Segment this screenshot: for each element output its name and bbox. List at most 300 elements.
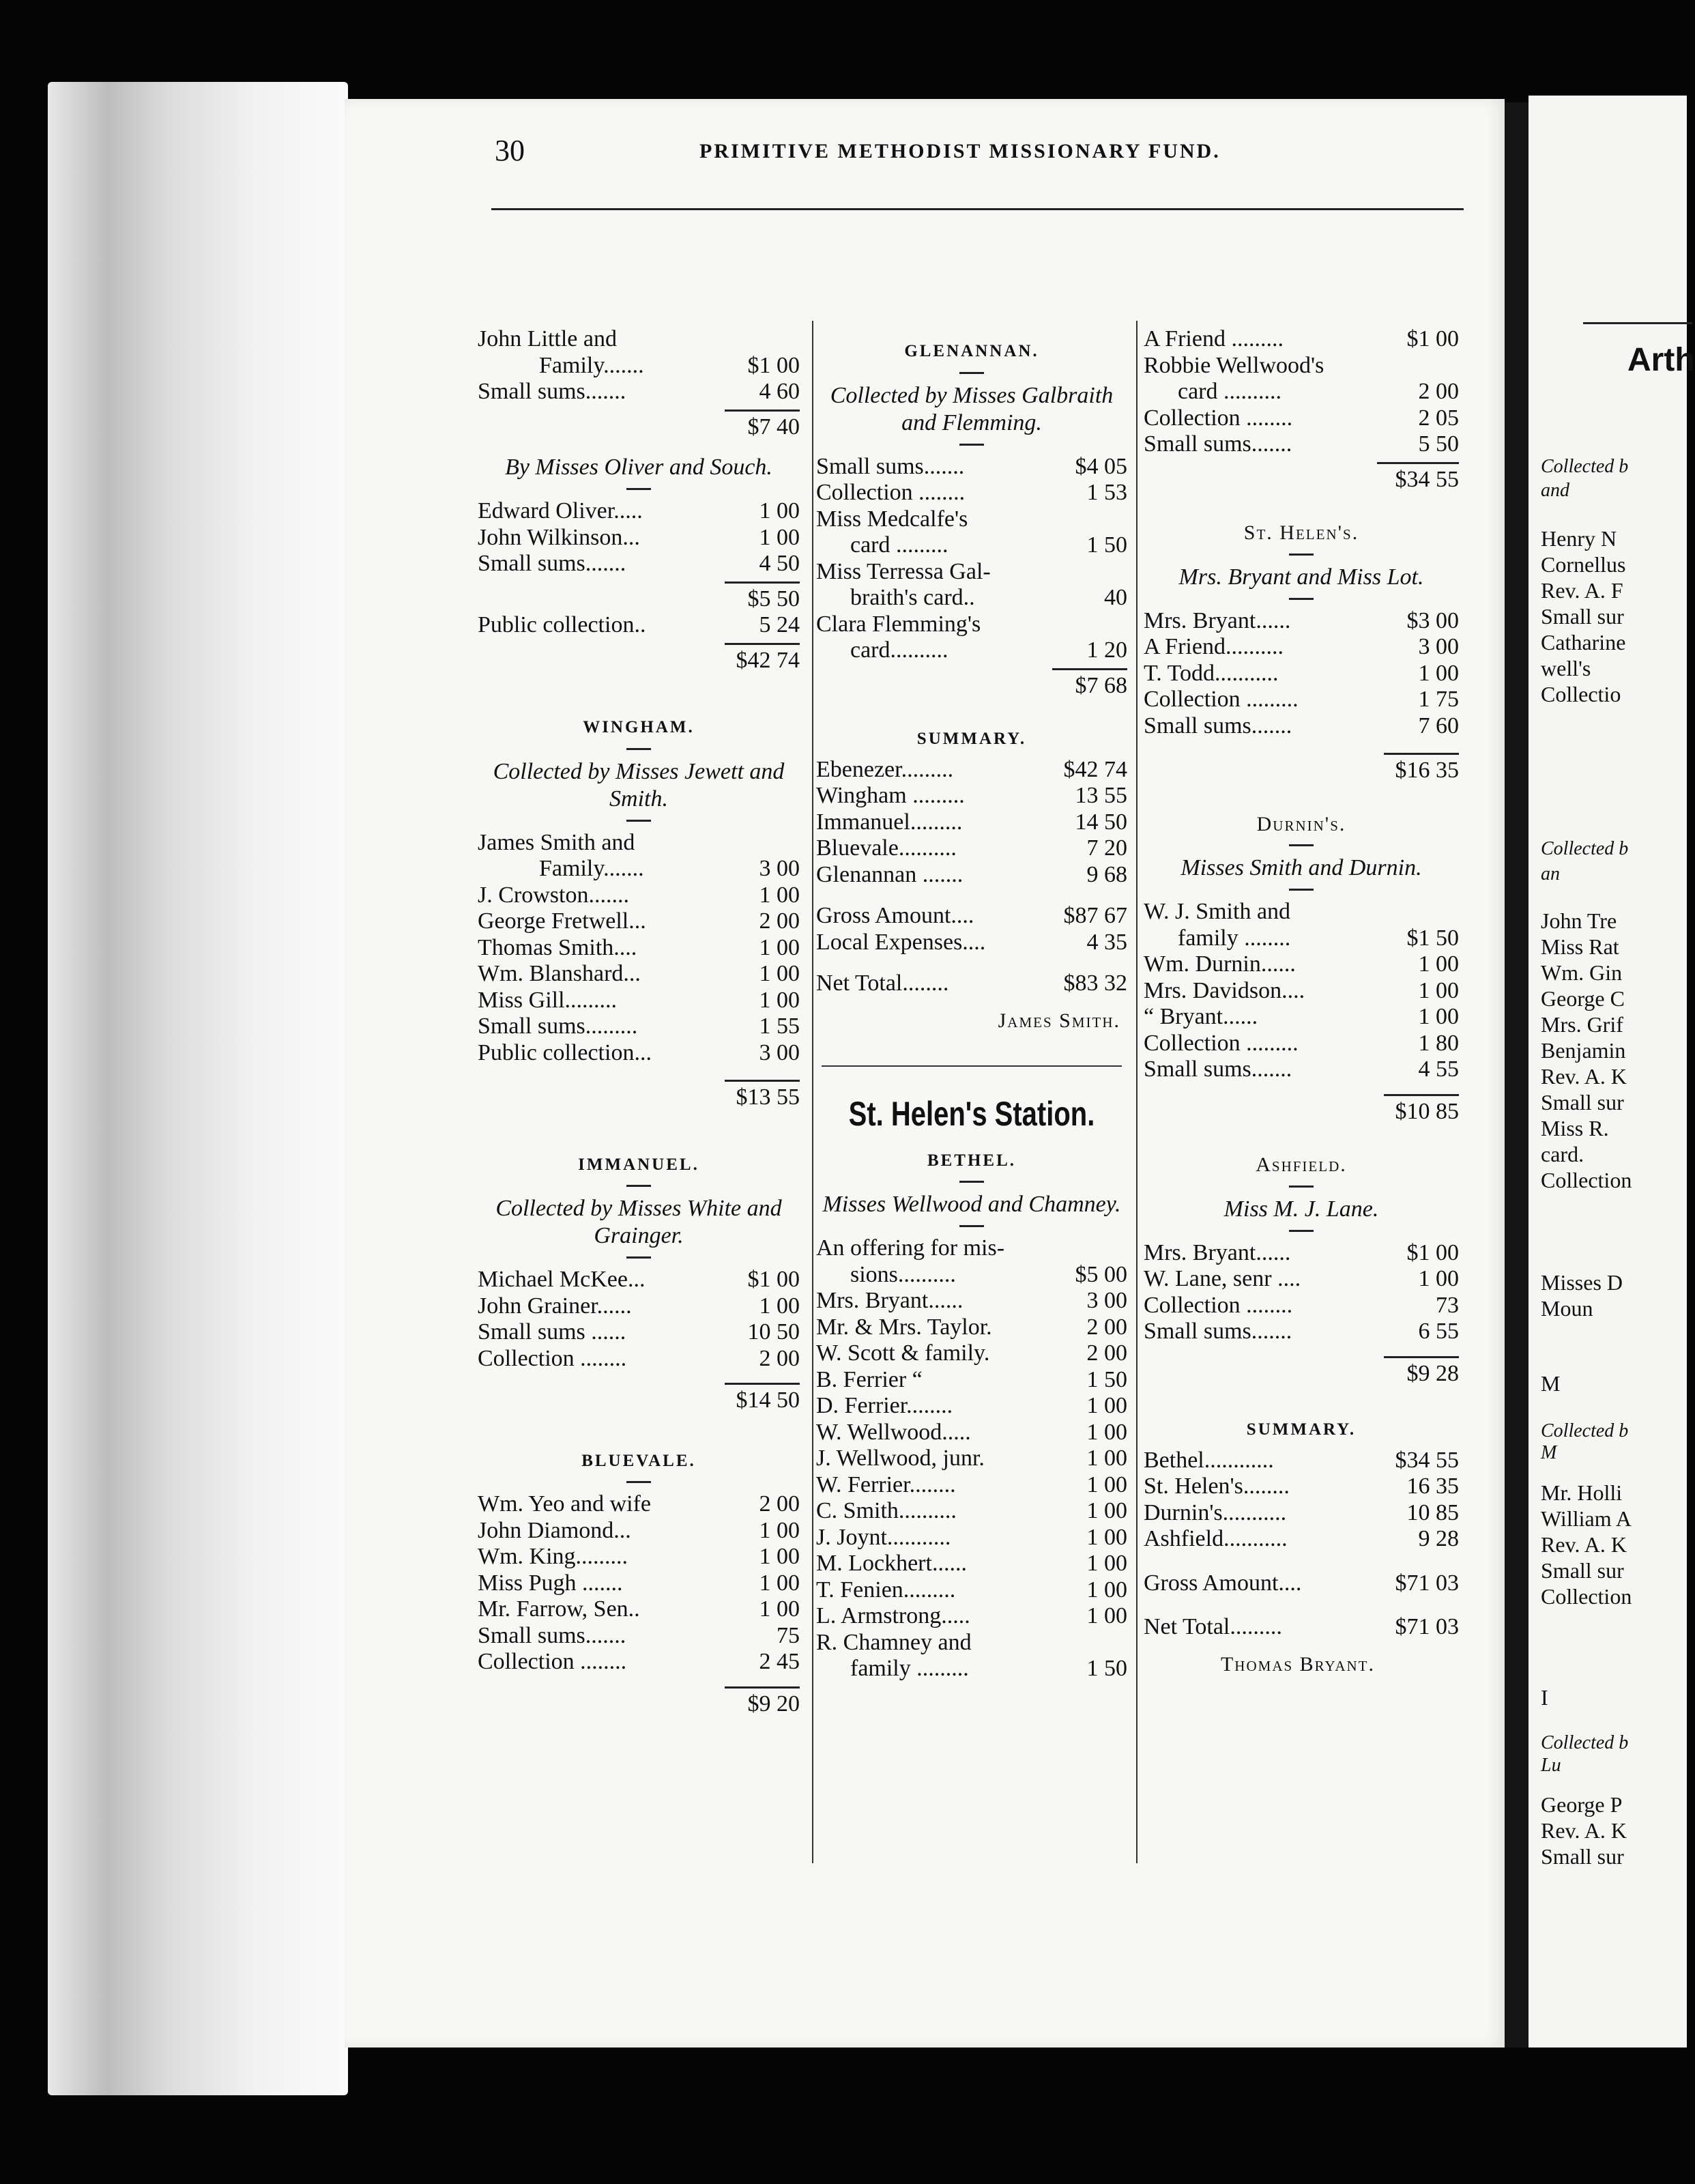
facing-page-line: well's — [1541, 656, 1591, 680]
entry-value: $71 03 — [1395, 1614, 1459, 1639]
facing-page-line: Rev. A. K — [1541, 1532, 1627, 1557]
entry-name: J. Wellwood, junr. — [816, 1446, 985, 1471]
ledger-row — [1144, 1448, 1459, 1474]
entry-value: 1 00 — [1086, 1603, 1127, 1628]
section-title-summary: SUMMARY. — [916, 730, 1027, 748]
ledger-row — [816, 559, 1127, 586]
net-total-row — [1144, 1614, 1459, 1641]
ledger-row — [816, 1314, 1127, 1341]
facing-page-line: Moun — [1541, 1296, 1593, 1321]
facing-page-line: Miss R. — [1541, 1116, 1609, 1140]
section-total-value: $9 28 — [1384, 1356, 1459, 1388]
entry-value: 2 00 — [1086, 1314, 1127, 1340]
ledger-row — [478, 1518, 800, 1544]
ledger-row — [1144, 1240, 1459, 1267]
entry-name: Small sums....... — [478, 379, 626, 404]
entry-name: Miss Terressa Gal- — [816, 558, 991, 584]
section-title-glenannan: GLENANNAN. — [904, 342, 1039, 360]
collector-line: Collected by Misses Galbraith and Flemming. — [830, 382, 1114, 435]
entry-value: 1 00 — [759, 498, 800, 523]
entry-name: W. Wellwood..... — [816, 1419, 971, 1445]
dash-divider — [959, 1181, 984, 1183]
ledger-row — [816, 454, 1127, 480]
entry-value: 1 50 — [1086, 532, 1127, 558]
entry-name: T. Fenien......... — [816, 1577, 956, 1603]
subtotal-value: $7 40 — [725, 410, 800, 441]
ledger-row — [478, 1570, 800, 1597]
entry-name: card ......... — [850, 532, 948, 558]
ledger-row — [816, 1446, 1127, 1472]
entry-name: Gross Amount.... — [1144, 1570, 1302, 1596]
entry-name: M. Lockhert...... — [816, 1551, 967, 1576]
facing-page-line: Rev. A. K — [1541, 1818, 1627, 1843]
dash-divider — [959, 372, 984, 374]
ledger-row — [1144, 353, 1459, 379]
ledger-row — [478, 856, 800, 882]
facing-page-line: Lu — [1541, 1755, 1561, 1776]
facing-page-line: George P — [1541, 1792, 1623, 1817]
ledger-row — [1144, 608, 1459, 635]
bethel-continued-list — [1144, 326, 1459, 458]
column-rule-2 — [1136, 321, 1138, 1863]
entry-value: 2 05 — [1418, 405, 1459, 431]
section-total-value: $9 20 — [725, 1686, 800, 1718]
entry-name: card.......... — [850, 637, 948, 663]
entry-name: Small sums....... — [816, 453, 965, 479]
facing-page-line: Collection — [1541, 1168, 1632, 1192]
collector-line: By Misses Oliver and Souch. — [505, 455, 772, 480]
entry-name: John Little and — [478, 326, 617, 351]
ledger-row — [478, 830, 800, 857]
entry-value: 1 00 — [1086, 1393, 1127, 1418]
dash-divider — [1289, 844, 1314, 846]
entry-name: Small sums....... — [1144, 431, 1292, 457]
facing-page-line: Small sur — [1541, 1558, 1624, 1583]
entry-value: $1 50 — [1406, 925, 1459, 951]
entry-name: card .......... — [1178, 379, 1282, 404]
ledger-row — [816, 532, 1127, 559]
ledger-row — [816, 1656, 1127, 1682]
facing-page-line: Collected b — [1541, 1732, 1629, 1753]
subtotal-row — [478, 577, 800, 613]
entry-value: 1 00 — [1418, 1004, 1459, 1029]
entry-name: Miss Pugh ....... — [478, 1570, 623, 1596]
entry-name: Immanuel......... — [816, 809, 963, 835]
entry-value: 1 55 — [759, 1014, 800, 1039]
entry-value: 1 00 — [759, 934, 800, 960]
entry-name: An offering for mis- — [816, 1235, 1005, 1261]
ledger-row — [816, 585, 1127, 612]
ledger-row — [816, 835, 1127, 862]
facing-page-line: Collection — [1541, 1584, 1632, 1609]
dash-divider — [1289, 1230, 1314, 1232]
grand-total-value: $42 74 — [725, 643, 800, 674]
facing-page-line: Collected b — [1541, 1420, 1629, 1441]
entry-value: 14 50 — [1075, 809, 1127, 835]
facing-page-line: Mr. Holli — [1541, 1480, 1623, 1505]
ledger-row — [478, 988, 800, 1014]
section-total-row — [478, 1076, 800, 1111]
ledger-row — [478, 1491, 800, 1518]
section-title-st-helens: St. Helen's. — [1243, 521, 1359, 544]
bethel-list — [816, 1235, 1127, 1682]
wingham-list — [478, 830, 800, 1067]
entry-value: 7 20 — [1086, 835, 1127, 861]
book-gutter — [1505, 102, 1529, 2048]
entry-value: 4 55 — [1418, 1057, 1459, 1082]
ledger-row — [816, 637, 1127, 664]
facing-page-line: Miss Rat — [1541, 934, 1619, 959]
entry-name: Collection ......... — [1144, 1030, 1299, 1056]
entry-value: 1 00 — [1086, 1577, 1127, 1603]
ledger-row — [1144, 1057, 1459, 1083]
entry-value: 3 00 — [759, 856, 800, 881]
ledger-row — [816, 1603, 1127, 1630]
ledger-row — [1144, 1474, 1459, 1500]
ledger-row — [478, 379, 800, 405]
ledger-row — [478, 1649, 800, 1676]
section-total-row — [816, 664, 1127, 700]
entry-value: 2 00 — [1418, 379, 1459, 404]
entry-value: 1 00 — [759, 961, 800, 986]
facing-page-line: Catharine — [1541, 630, 1626, 655]
ledger-row — [816, 1551, 1127, 1577]
entry-name: sions.......... — [850, 1261, 956, 1287]
ledger-row — [1144, 713, 1459, 740]
entry-name: Durnin's........... — [1144, 1499, 1287, 1525]
entry-value: 4 60 — [759, 379, 800, 404]
entry-name: St. Helen's........ — [1144, 1474, 1290, 1499]
entry-name: Mrs. Bryant...... — [1144, 1239, 1291, 1265]
ledger-row — [816, 1262, 1127, 1289]
dash-divider — [1289, 598, 1314, 600]
entry-value: 4 50 — [759, 551, 800, 576]
entry-name: Local Expenses.... — [816, 929, 986, 955]
entry-name: Small sums....... — [1144, 1319, 1292, 1344]
dash-divider — [626, 1481, 651, 1483]
ledger-row — [1144, 1526, 1459, 1553]
entry-name: Small sums....... — [478, 1622, 626, 1648]
entry-value: 75 — [777, 1622, 800, 1648]
entry-value: 2 45 — [759, 1649, 800, 1674]
entry-value: 1 00 — [1418, 1266, 1459, 1291]
entry-name: A Friend.......... — [1144, 634, 1284, 659]
signature: James Smith. — [998, 1009, 1120, 1032]
entry-value: 16 35 — [1406, 1474, 1459, 1499]
section-title-durnins: Durnin's. — [1256, 812, 1346, 835]
ledger-row — [1144, 1031, 1459, 1057]
facing-page-line: Rev. A. K — [1541, 1064, 1627, 1089]
section-total-row — [1144, 1090, 1459, 1125]
entry-value: 7 60 — [1418, 713, 1459, 738]
ledger-row — [1144, 1319, 1459, 1345]
facing-page-rule — [1583, 322, 1692, 324]
entry-name: Michael McKee... — [478, 1267, 646, 1292]
facing-page-line: Benjamin — [1541, 1038, 1626, 1063]
entry-value: 1 00 — [1086, 1471, 1127, 1497]
entry-name: Small sums....... — [1144, 713, 1292, 738]
entry-value: 1 75 — [1418, 687, 1459, 712]
local-expenses-row — [816, 930, 1127, 956]
ledger-row — [816, 1630, 1127, 1656]
ledger-row — [1144, 431, 1459, 458]
facing-page-line: card. — [1541, 1142, 1584, 1166]
facing-page-heading: Arth — [1627, 342, 1695, 378]
entry-name: Small sums....... — [1144, 1057, 1292, 1082]
entry-name: Small sums......... — [478, 1014, 638, 1039]
section-title-ashfield: Ashfield. — [1256, 1153, 1347, 1176]
dash-divider — [1289, 1186, 1314, 1188]
ledger-row — [816, 1472, 1127, 1499]
grand-total-row — [478, 639, 800, 674]
entry-name: James Smith and — [478, 829, 635, 855]
entry-name: Robbie Wellwood's — [1144, 352, 1324, 378]
entry-name: Glenannan ....... — [816, 861, 964, 887]
ledger-row — [478, 551, 800, 577]
ledger-row — [816, 809, 1127, 836]
entry-value: 10 85 — [1406, 1499, 1459, 1525]
ledger-row — [1144, 661, 1459, 687]
entry-value: $1 00 — [747, 1267, 800, 1292]
entry-name: Small sums ...... — [478, 1319, 626, 1345]
signature: Thomas Bryant. — [1220, 1652, 1376, 1676]
entry-name: B. Ferrier “ — [816, 1366, 923, 1392]
section-total-value: $7 68 — [1052, 668, 1127, 700]
oliver-souch-list — [478, 498, 800, 577]
subtotal-row — [478, 405, 800, 441]
collector-line: Collected by Misses White and Grainger. — [495, 1196, 782, 1248]
dash-divider — [626, 748, 651, 750]
entry-value: $1 00 — [1406, 326, 1459, 351]
ledger-row — [816, 480, 1127, 506]
header-rule — [491, 208, 1464, 210]
entry-value: 3 00 — [1086, 1288, 1127, 1313]
entry-name: “ Bryant...... — [1144, 1004, 1258, 1029]
section-total-value: $13 55 — [725, 1080, 800, 1111]
ledger-row — [816, 757, 1127, 784]
entry-value: 6 55 — [1418, 1319, 1459, 1344]
entry-name: Miss Gill......... — [478, 987, 618, 1013]
ledger-row — [1144, 899, 1459, 925]
entry-name: Thomas Smith.... — [478, 934, 637, 960]
durnins-list — [1144, 899, 1459, 1083]
dash-divider — [1289, 889, 1314, 891]
ledger-row — [478, 498, 800, 525]
entry-name: J. Joynt........... — [816, 1524, 951, 1550]
ledger-row — [478, 908, 800, 935]
collector-line: Misses Wellwood and Chamney. — [822, 1192, 1121, 1217]
entry-value: 1 00 — [759, 882, 800, 908]
entry-name: Ashfield........... — [1144, 1526, 1288, 1551]
entry-value: 1 80 — [1418, 1030, 1459, 1056]
entry-value: 1 00 — [759, 1293, 800, 1319]
facing-page-line: Collected b — [1541, 456, 1629, 477]
summary-list — [1144, 1448, 1459, 1553]
dash-divider — [959, 1225, 984, 1227]
ledger-row — [816, 862, 1127, 889]
collector-line: Mrs. Bryant and Miss Lot. — [1178, 564, 1424, 590]
ledger-row — [478, 1596, 800, 1623]
entry-value: 1 00 — [1086, 1446, 1127, 1471]
facing-page-line: Collected b — [1541, 838, 1629, 859]
entry-value: 1 00 — [759, 1570, 800, 1596]
facing-page-line: John Tre — [1541, 908, 1617, 933]
ledger-row — [816, 1367, 1127, 1394]
facing-page-line: Small sur — [1541, 1844, 1624, 1869]
entry-value: $71 03 — [1395, 1570, 1459, 1596]
entry-name: Mrs. Davidson.... — [1144, 977, 1305, 1003]
ledger-row — [816, 612, 1127, 638]
column-rule-1 — [812, 321, 813, 1863]
section-title-bethel: BETHEL. — [927, 1151, 1017, 1170]
entry-value: 73 — [1436, 1292, 1459, 1318]
station-title: St. Helen's Station. — [848, 1095, 1095, 1133]
entry-value: 1 00 — [759, 1517, 800, 1543]
section-total-value: $16 35 — [1384, 753, 1459, 784]
facing-page-line: M — [1541, 1442, 1557, 1463]
entry-name: Gross Amount.... — [816, 903, 974, 928]
entry-value: $87 67 — [1063, 903, 1127, 928]
book-page-edges — [48, 82, 348, 2095]
facing-page-line: Small sur — [1541, 604, 1624, 629]
entry-name: R. Chamney and — [816, 1629, 972, 1655]
facing-page-line: M — [1541, 1371, 1561, 1396]
entry-name: A Friend ......... — [1144, 326, 1284, 351]
section-total-row — [478, 1379, 800, 1414]
entry-value: 2 00 — [759, 1345, 800, 1371]
entry-name: T. Todd........... — [1144, 660, 1279, 686]
section-title-immanuel: IMMANUEL. — [578, 1155, 699, 1174]
entry-name: Clara Flemming's — [816, 611, 981, 637]
facing-page-line: Misses D — [1541, 1270, 1623, 1295]
section-total-row — [1144, 458, 1459, 493]
ledger-row — [478, 1040, 800, 1067]
dash-divider — [1289, 554, 1314, 556]
summary-list — [816, 757, 1127, 889]
entry-value: 1 00 — [759, 1544, 800, 1569]
entry-name: Collection ........ — [1144, 405, 1293, 431]
entry-name: Bethel............ — [1144, 1447, 1274, 1473]
facing-page-line: Cornellus — [1541, 552, 1626, 577]
ledger-row — [478, 1346, 800, 1373]
section-total-value: $14 50 — [725, 1383, 800, 1414]
entry-name: Mrs. Bryant...... — [816, 1288, 964, 1313]
entry-value: 40 — [1104, 585, 1127, 610]
entry-name: Miss Medcalfe's — [816, 506, 968, 532]
ledger-row — [478, 1319, 800, 1346]
section-total-row — [478, 1682, 800, 1718]
entry-value: 4 35 — [1086, 929, 1127, 955]
entry-name: Family....... — [539, 856, 644, 881]
entry-name: Net Total........ — [816, 971, 949, 996]
ledger-row — [1144, 326, 1459, 353]
entry-value: 2 00 — [759, 1491, 800, 1517]
entry-name: family ......... — [850, 1656, 969, 1681]
section-total-value: $10 85 — [1384, 1094, 1459, 1125]
entry-value: 1 00 — [1086, 1498, 1127, 1523]
entry-name: Collection ........ — [478, 1649, 627, 1674]
entry-name: W. Ferrier........ — [816, 1471, 956, 1497]
entry-name: John Wilkinson... — [478, 524, 640, 550]
facing-page-line: Rev. A. F — [1541, 578, 1623, 603]
entry-name: John Diamond... — [478, 1517, 631, 1543]
ledger-row — [478, 326, 800, 353]
subtotal-value: $5 50 — [725, 581, 800, 613]
ledger-row — [1144, 978, 1459, 1005]
section-total-row — [1144, 749, 1459, 784]
entry-value: 10 50 — [747, 1319, 800, 1345]
ledger-row — [478, 882, 800, 909]
entry-name: J. Crowston....... — [478, 882, 629, 908]
dash-divider — [626, 1256, 651, 1259]
facing-page-line: I — [1541, 1685, 1548, 1710]
glenannan-list — [816, 454, 1127, 664]
facing-page-line: Wm. Gin — [1541, 960, 1623, 985]
ledger-row — [1144, 1500, 1459, 1527]
entry-value: $34 55 — [1395, 1447, 1459, 1473]
gross-amount-row — [1144, 1570, 1459, 1597]
entry-name: John Grainer...... — [478, 1293, 632, 1319]
entry-value: 1 00 — [1086, 1551, 1127, 1576]
collector-line: Collected by Misses Jewett and Smith. — [493, 758, 785, 811]
facing-page-line: Henry N — [1541, 526, 1617, 551]
entry-value: 9 28 — [1418, 1526, 1459, 1551]
entry-name: Collection ........ — [816, 480, 966, 505]
entry-value: $1 00 — [747, 352, 800, 378]
ledger-row — [1144, 925, 1459, 952]
ledger-row — [478, 1293, 800, 1320]
entry-value: 1 50 — [1086, 1366, 1127, 1392]
entry-value: 1 00 — [759, 987, 800, 1013]
gross-amount-row — [816, 903, 1127, 930]
collector-line: Misses Smith and Durnin. — [1180, 855, 1422, 880]
entry-name: Collection ......... — [1144, 687, 1299, 712]
facing-page-line: William A — [1541, 1506, 1632, 1531]
section-title-wingham: WINGHAM. — [583, 718, 695, 736]
ledger-row — [478, 1014, 800, 1040]
entry-name: W. Lane, senr .... — [1144, 1266, 1301, 1291]
entry-name: braith's card.. — [850, 585, 975, 610]
bluevale-list — [478, 1491, 800, 1676]
facing-page-line: George C — [1541, 986, 1625, 1011]
entry-value: $3 00 — [1406, 607, 1459, 633]
entry-name: Wm. Blanshard... — [478, 961, 641, 986]
facing-page-line: Mrs. Grif — [1541, 1012, 1623, 1037]
ledger-row — [1144, 634, 1459, 661]
column-3 — [1144, 326, 1459, 1678]
entry-name: Mr. & Mrs. Taylor. — [816, 1314, 992, 1340]
ledger-row — [816, 506, 1127, 533]
ledger-row — [1144, 405, 1459, 432]
ledger-row — [478, 961, 800, 988]
entry-value: 1 20 — [1086, 637, 1127, 663]
ledger-row — [816, 783, 1127, 809]
ebenezer-top-list — [478, 326, 800, 405]
entry-name: Collection ........ — [478, 1345, 627, 1371]
entry-name: George Fretwell... — [478, 908, 646, 934]
running-header — [495, 133, 1532, 174]
facing-page-line: Collectio — [1541, 682, 1621, 706]
entry-name: Mrs. Bryant...... — [1144, 607, 1291, 633]
entry-value: 3 00 — [759, 1039, 800, 1065]
entry-value: $1 00 — [1406, 1239, 1459, 1265]
section-total-row — [1144, 1352, 1459, 1388]
entry-value: $83 32 — [1063, 971, 1127, 996]
ledger-row — [816, 1420, 1127, 1446]
facing-page-line: an — [1541, 863, 1560, 885]
entry-name: Public collection... — [478, 1039, 652, 1065]
section-title-summary: SUMMARY. — [1246, 1420, 1357, 1439]
